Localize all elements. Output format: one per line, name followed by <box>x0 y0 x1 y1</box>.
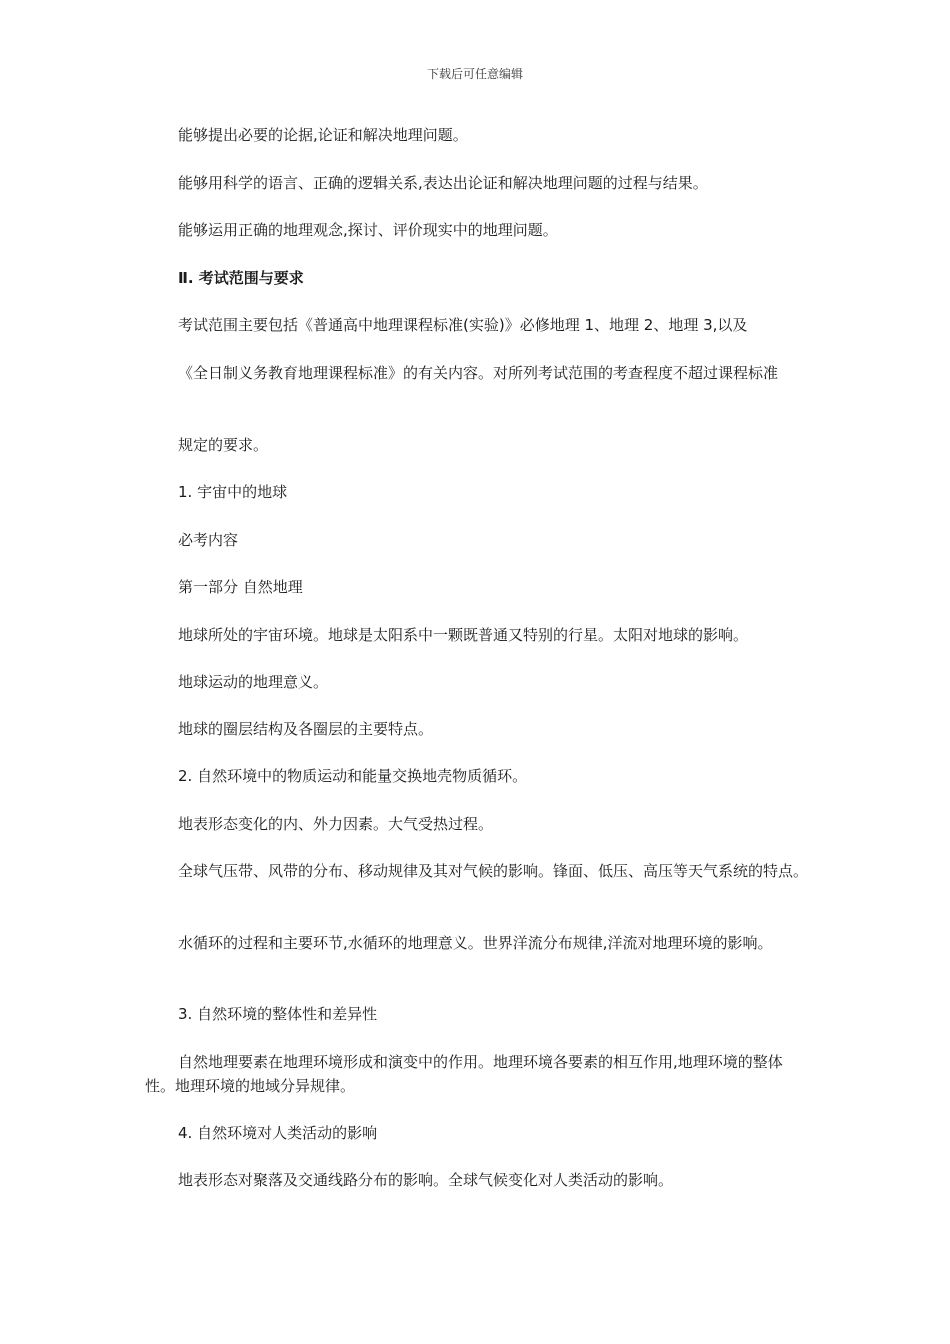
paragraph-natural-elements: 自然地理要素在地理环境形成和演变中的作用。地理环境各要素的相互作用,地理环境的整体性。地理环境的地域分异规律。 <box>145 1053 783 1095</box>
paragraph-settlements-climate: 地表形态对聚落及交通线路分布的影响。全球气候变化对人类活动的影响。 <box>178 1171 674 1189</box>
paragraph-landform-forces: 地表形态变化的内、外力因素。大气受热过程。 <box>178 815 494 833</box>
section-title-earth-in-universe: 1. 宇宙中的地球 <box>178 483 288 501</box>
section-heading-scope: Ⅱ. 考试范围与要求 <box>178 269 304 287</box>
section-title-human-impact: 4. 自然环境对人类活动的影响 <box>178 1124 378 1142</box>
section-title-material-energy: 2. 自然环境中的物质运动和能量交换地壳物质循环。 <box>178 767 528 785</box>
paragraph-scope-intro: 考试范围主要包括《普通高中地理课程标准(实验)》必修地理 1、地理 2、地理 3,以及 <box>178 316 748 334</box>
paragraph-scope-requirement: 规定的要求。 <box>178 436 269 454</box>
section-title-integrity-difference: 3. 自然环境的整体性和差异性 <box>178 1005 378 1023</box>
label-required-content: 必考内容 <box>178 531 239 549</box>
paragraph-earth-spheres: 地球的圈层结构及各圈层的主要特点。 <box>178 720 434 738</box>
paragraph-earth-motion: 地球运动的地理意义。 <box>178 673 329 691</box>
paragraph-water-cycle: 水循环的过程和主要环节,水循环的地理意义。世界洋流分布规律,洋流对地理环境的影响。 <box>178 934 773 952</box>
paragraph-scope-standard: 《全日制义务教育地理课程标准》的有关内容。对所列考试范围的考查程度不超过课程标准 <box>178 364 779 382</box>
paragraph-pressure-wind-belts: 全球气压带、风带的分布、移动规律及其对气候的影响。锋面、低压、高压等天气系统的特点。 <box>178 862 809 880</box>
header-note: 下载后可任意编辑 <box>426 67 523 81</box>
paragraph-cosmic-environment: 地球所处的宇宙环境。地球是太阳系中一颗既普通又特别的行星。太阳对地球的影响。 <box>178 626 749 644</box>
paragraph-scientific-language: 能够用科学的语言、正确的逻辑关系,表达出论证和解决地理问题的过程与结果。 <box>178 174 708 192</box>
paragraph-arguments: 能够提出必要的论据,论证和解决地理问题。 <box>178 126 468 144</box>
part-title-physical-geography: 第一部分 自然地理 <box>178 578 303 596</box>
paragraph-geographic-concepts: 能够运用正确的地理观念,探讨、评价现实中的地理问题。 <box>178 221 558 239</box>
